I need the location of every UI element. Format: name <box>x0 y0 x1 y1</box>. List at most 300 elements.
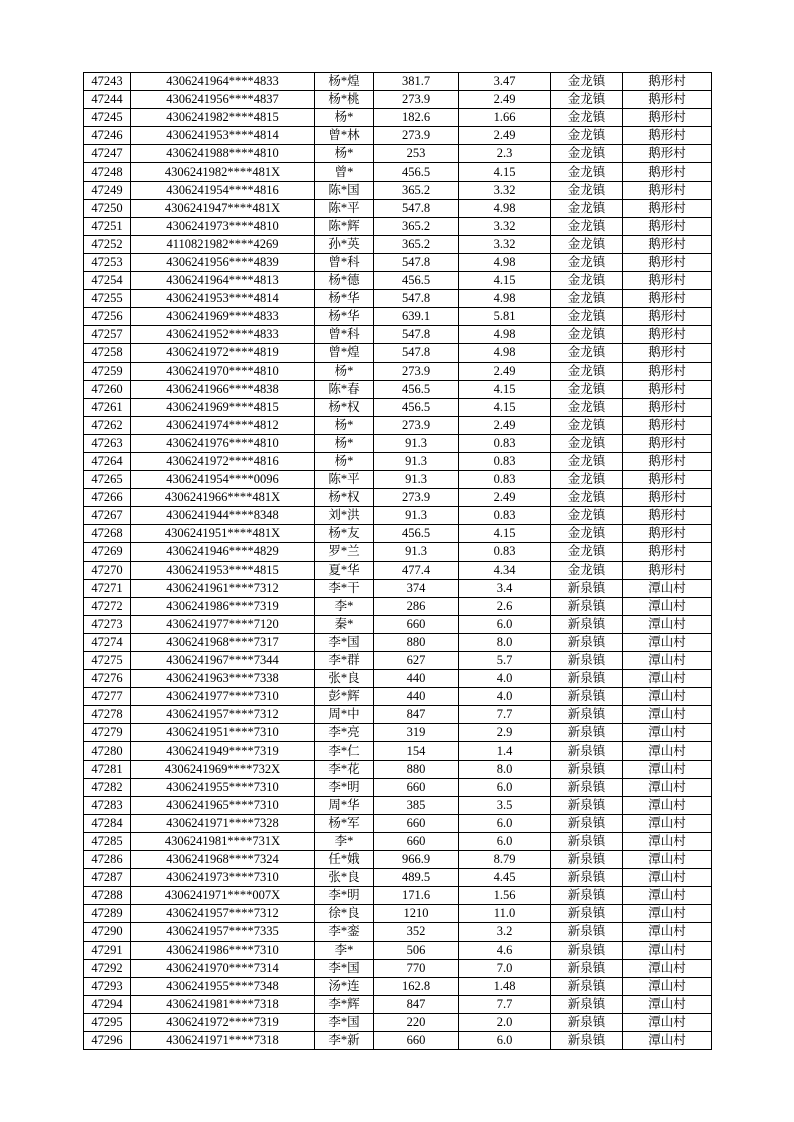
area-cell: 660 <box>374 832 459 850</box>
table-row <box>84 145 712 163</box>
area-cell: 374 <box>374 579 459 597</box>
name-cell: 杨* <box>315 145 374 163</box>
village-cell: 鹅形村 <box>623 471 712 489</box>
town-cell: 新泉镇 <box>551 887 623 905</box>
town-cell: 新泉镇 <box>551 688 623 706</box>
id-number-cell: 4306241946****4829 <box>131 543 315 561</box>
amount-cell: 3.32 <box>459 217 551 235</box>
row-number-cell: 47279 <box>84 724 131 742</box>
amount-cell: 1.48 <box>459 977 551 995</box>
name-cell: 曾*科 <box>315 326 374 344</box>
name-cell: 罗*兰 <box>315 543 374 561</box>
id-number-cell: 4306241953****4814 <box>131 127 315 145</box>
amount-cell: 4.98 <box>459 253 551 271</box>
amount-cell: 4.15 <box>459 525 551 543</box>
village-cell: 潭山村 <box>623 670 712 688</box>
name-cell: 李*明 <box>315 887 374 905</box>
table-row <box>84 127 712 145</box>
village-cell: 鹅形村 <box>623 380 712 398</box>
town-cell: 金龙镇 <box>551 91 623 109</box>
row-number-cell: 47249 <box>84 181 131 199</box>
table-row <box>84 995 712 1013</box>
id-number-cell: 4306241971****007X <box>131 887 315 905</box>
row-number-cell: 47289 <box>84 905 131 923</box>
table-row <box>84 73 712 91</box>
village-cell: 鹅形村 <box>623 398 712 416</box>
town-cell: 新泉镇 <box>551 869 623 887</box>
name-cell: 曾* <box>315 163 374 181</box>
name-cell: 李*新 <box>315 1031 374 1049</box>
name-cell: 杨* <box>315 109 374 127</box>
town-cell: 新泉镇 <box>551 814 623 832</box>
id-number-cell: 4306241957****7335 <box>131 923 315 941</box>
town-cell: 金龙镇 <box>551 235 623 253</box>
area-cell: 489.5 <box>374 869 459 887</box>
amount-cell: 0.83 <box>459 471 551 489</box>
name-cell: 周*华 <box>315 796 374 814</box>
name-cell: 李* <box>315 597 374 615</box>
row-number-cell: 47281 <box>84 760 131 778</box>
table-row <box>84 1031 712 1049</box>
name-cell: 杨*友 <box>315 525 374 543</box>
row-number-cell: 47251 <box>84 217 131 235</box>
town-cell: 金龙镇 <box>551 127 623 145</box>
town-cell: 新泉镇 <box>551 724 623 742</box>
town-cell: 新泉镇 <box>551 832 623 850</box>
village-cell: 潭山村 <box>623 1013 712 1031</box>
name-cell: 秦* <box>315 615 374 633</box>
area-cell: 660 <box>374 615 459 633</box>
id-number-cell: 4306241981****731X <box>131 832 315 850</box>
village-cell: 鹅形村 <box>623 362 712 380</box>
row-number-cell: 47278 <box>84 706 131 724</box>
id-number-cell: 4306241963****7338 <box>131 670 315 688</box>
id-number-cell: 4306241971****7328 <box>131 814 315 832</box>
village-cell: 鹅形村 <box>623 73 712 91</box>
row-number-cell: 47280 <box>84 742 131 760</box>
area-cell: 847 <box>374 995 459 1013</box>
id-number-cell: 4306241988****4810 <box>131 145 315 163</box>
amount-cell: 3.32 <box>459 181 551 199</box>
amount-cell: 2.49 <box>459 91 551 109</box>
village-cell: 潭山村 <box>623 597 712 615</box>
amount-cell: 11.0 <box>459 905 551 923</box>
area-cell: 253 <box>374 145 459 163</box>
town-cell: 新泉镇 <box>551 633 623 651</box>
area-cell: 547.8 <box>374 199 459 217</box>
town-cell: 金龙镇 <box>551 109 623 127</box>
name-cell: 孙*英 <box>315 235 374 253</box>
row-number-cell: 47292 <box>84 959 131 977</box>
name-cell: 汤*连 <box>315 977 374 995</box>
table-row <box>84 851 712 869</box>
name-cell: 曾*科 <box>315 253 374 271</box>
id-number-cell: 4306241949****7319 <box>131 742 315 760</box>
amount-cell: 3.47 <box>459 73 551 91</box>
id-number-cell: 4306241947****481X <box>131 199 315 217</box>
id-number-cell: 4306241982****4815 <box>131 109 315 127</box>
town-cell: 新泉镇 <box>551 579 623 597</box>
area-cell: 273.9 <box>374 362 459 380</box>
amount-cell: 3.5 <box>459 796 551 814</box>
id-number-cell: 4306241969****4815 <box>131 398 315 416</box>
town-cell: 金龙镇 <box>551 543 623 561</box>
village-cell: 潭山村 <box>623 796 712 814</box>
table-row <box>84 561 712 579</box>
village-cell: 鹅形村 <box>623 416 712 434</box>
row-number-cell: 47286 <box>84 851 131 869</box>
amount-cell: 6.0 <box>459 814 551 832</box>
town-cell: 金龙镇 <box>551 398 623 416</box>
area-cell: 171.6 <box>374 887 459 905</box>
table-row <box>84 471 712 489</box>
village-cell: 鹅形村 <box>623 145 712 163</box>
village-cell: 潭山村 <box>623 923 712 941</box>
id-number-cell: 4306241969****732X <box>131 760 315 778</box>
amount-cell: 7.0 <box>459 959 551 977</box>
table-row <box>84 525 712 543</box>
amount-cell: 2.49 <box>459 416 551 434</box>
id-number-cell: 4306241973****4810 <box>131 217 315 235</box>
table-row <box>84 416 712 434</box>
village-cell: 潭山村 <box>623 633 712 651</box>
table-row <box>84 380 712 398</box>
row-number-cell: 47252 <box>84 235 131 253</box>
area-cell: 286 <box>374 597 459 615</box>
id-number-cell: 4306241976****4810 <box>131 434 315 452</box>
town-cell: 新泉镇 <box>551 1031 623 1049</box>
data-table <box>83 72 712 1050</box>
village-cell: 鹅形村 <box>623 109 712 127</box>
row-number-cell: 47268 <box>84 525 131 543</box>
table-row <box>84 688 712 706</box>
id-number-cell: 4306241986****7319 <box>131 597 315 615</box>
amount-cell: 4.98 <box>459 199 551 217</box>
row-number-cell: 47282 <box>84 778 131 796</box>
table-row <box>84 923 712 941</box>
village-cell: 潭山村 <box>623 869 712 887</box>
name-cell: 陈*春 <box>315 380 374 398</box>
table-row <box>84 869 712 887</box>
table-row <box>84 235 712 253</box>
row-number-cell: 47255 <box>84 290 131 308</box>
row-number-cell: 47247 <box>84 145 131 163</box>
area-cell: 456.5 <box>374 163 459 181</box>
area-cell: 456.5 <box>374 380 459 398</box>
village-cell: 鹅形村 <box>623 199 712 217</box>
table-row <box>84 778 712 796</box>
id-number-cell: 4306241954****4816 <box>131 181 315 199</box>
area-cell: 352 <box>374 923 459 941</box>
village-cell: 鹅形村 <box>623 308 712 326</box>
amount-cell: 7.7 <box>459 995 551 1013</box>
amount-cell: 6.0 <box>459 778 551 796</box>
town-cell: 金龙镇 <box>551 73 623 91</box>
table-row <box>84 959 712 977</box>
row-number-cell: 47296 <box>84 1031 131 1049</box>
area-cell: 162.8 <box>374 977 459 995</box>
town-cell: 新泉镇 <box>551 905 623 923</box>
town-cell: 金龙镇 <box>551 416 623 434</box>
name-cell: 任*娥 <box>315 851 374 869</box>
id-number-cell: 4306241953****4815 <box>131 561 315 579</box>
village-cell: 潭山村 <box>623 652 712 670</box>
village-cell: 鹅形村 <box>623 127 712 145</box>
town-cell: 新泉镇 <box>551 923 623 941</box>
name-cell: 李*仁 <box>315 742 374 760</box>
table-row <box>84 434 712 452</box>
village-cell: 潭山村 <box>623 1031 712 1049</box>
table-row <box>84 163 712 181</box>
row-number-cell: 47295 <box>84 1013 131 1031</box>
amount-cell: 4.34 <box>459 561 551 579</box>
name-cell: 杨*权 <box>315 398 374 416</box>
row-number-cell: 47283 <box>84 796 131 814</box>
table-row <box>84 109 712 127</box>
area-cell: 273.9 <box>374 91 459 109</box>
table-row <box>84 597 712 615</box>
village-cell: 鹅形村 <box>623 163 712 181</box>
row-number-cell: 47253 <box>84 253 131 271</box>
row-number-cell: 47288 <box>84 887 131 905</box>
amount-cell: 0.83 <box>459 543 551 561</box>
amount-cell: 6.0 <box>459 832 551 850</box>
table-row <box>84 217 712 235</box>
area-cell: 1210 <box>374 905 459 923</box>
village-cell: 潭山村 <box>623 887 712 905</box>
id-number-cell: 4306241944****8348 <box>131 507 315 525</box>
amount-cell: 6.0 <box>459 1031 551 1049</box>
amount-cell: 5.7 <box>459 652 551 670</box>
name-cell: 曾*煌 <box>315 344 374 362</box>
id-number-cell: 4306241973****7310 <box>131 869 315 887</box>
row-number-cell: 47290 <box>84 923 131 941</box>
amount-cell: 3.2 <box>459 923 551 941</box>
area-cell: 547.8 <box>374 326 459 344</box>
area-cell: 547.8 <box>374 253 459 271</box>
village-cell: 鹅形村 <box>623 507 712 525</box>
town-cell: 金龙镇 <box>551 145 623 163</box>
town-cell: 金龙镇 <box>551 489 623 507</box>
name-cell: 李*国 <box>315 1013 374 1031</box>
row-number-cell: 47245 <box>84 109 131 127</box>
area-cell: 91.3 <box>374 434 459 452</box>
village-cell: 鹅形村 <box>623 253 712 271</box>
id-number-cell: 4306241955****7310 <box>131 778 315 796</box>
village-cell: 鹅形村 <box>623 326 712 344</box>
area-cell: 880 <box>374 760 459 778</box>
table-row <box>84 832 712 850</box>
id-number-cell: 4306241961****7312 <box>131 579 315 597</box>
row-number-cell: 47260 <box>84 380 131 398</box>
id-number-cell: 4306241954****0096 <box>131 471 315 489</box>
name-cell: 杨* <box>315 416 374 434</box>
amount-cell: 1.56 <box>459 887 551 905</box>
amount-cell: 8.0 <box>459 633 551 651</box>
table-row <box>84 362 712 380</box>
amount-cell: 4.98 <box>459 344 551 362</box>
id-number-cell: 4306241968****7324 <box>131 851 315 869</box>
town-cell: 新泉镇 <box>551 941 623 959</box>
id-number-cell: 4306241956****4839 <box>131 253 315 271</box>
village-cell: 鹅形村 <box>623 489 712 507</box>
area-cell: 477.4 <box>374 561 459 579</box>
table-row <box>84 796 712 814</box>
amount-cell: 2.6 <box>459 597 551 615</box>
table-row <box>84 452 712 470</box>
row-number-cell: 47287 <box>84 869 131 887</box>
table-row <box>84 905 712 923</box>
amount-cell: 4.15 <box>459 272 551 290</box>
table-row <box>84 615 712 633</box>
town-cell: 新泉镇 <box>551 1013 623 1031</box>
id-number-cell: 4110821982****4269 <box>131 235 315 253</box>
area-cell: 440 <box>374 688 459 706</box>
town-cell: 新泉镇 <box>551 995 623 1013</box>
area-cell: 381.7 <box>374 73 459 91</box>
id-number-cell: 4306241965****7310 <box>131 796 315 814</box>
area-cell: 91.3 <box>374 452 459 470</box>
name-cell: 陈*辉 <box>315 217 374 235</box>
amount-cell: 4.6 <box>459 941 551 959</box>
amount-cell: 8.0 <box>459 760 551 778</box>
table-row <box>84 199 712 217</box>
id-number-cell: 4306241951****7310 <box>131 724 315 742</box>
town-cell: 金龙镇 <box>551 525 623 543</box>
id-number-cell: 4306241956****4837 <box>131 91 315 109</box>
table-row <box>84 814 712 832</box>
name-cell: 杨* <box>315 452 374 470</box>
amount-cell: 2.49 <box>459 489 551 507</box>
amount-cell: 0.83 <box>459 507 551 525</box>
amount-cell: 4.15 <box>459 380 551 398</box>
id-number-cell: 4306241971****7318 <box>131 1031 315 1049</box>
row-number-cell: 47272 <box>84 597 131 615</box>
town-cell: 新泉镇 <box>551 615 623 633</box>
area-cell: 220 <box>374 1013 459 1031</box>
table-row <box>84 326 712 344</box>
row-number-cell: 47246 <box>84 127 131 145</box>
table-row <box>84 489 712 507</box>
id-number-cell: 4306241964****4833 <box>131 73 315 91</box>
name-cell: 周*中 <box>315 706 374 724</box>
town-cell: 金龙镇 <box>551 561 623 579</box>
town-cell: 新泉镇 <box>551 597 623 615</box>
amount-cell: 0.83 <box>459 434 551 452</box>
name-cell: 李*群 <box>315 652 374 670</box>
village-cell: 潭山村 <box>623 941 712 959</box>
amount-cell: 4.0 <box>459 670 551 688</box>
row-number-cell: 47273 <box>84 615 131 633</box>
town-cell: 金龙镇 <box>551 326 623 344</box>
table-row <box>84 290 712 308</box>
id-number-cell: 4306241972****4819 <box>131 344 315 362</box>
name-cell: 李* <box>315 832 374 850</box>
name-cell: 杨* <box>315 434 374 452</box>
id-number-cell: 4306241957****7312 <box>131 905 315 923</box>
row-number-cell: 47271 <box>84 579 131 597</box>
amount-cell: 3.32 <box>459 235 551 253</box>
area-cell: 660 <box>374 814 459 832</box>
amount-cell: 0.83 <box>459 452 551 470</box>
name-cell: 陈*国 <box>315 181 374 199</box>
amount-cell: 2.49 <box>459 362 551 380</box>
row-number-cell: 47257 <box>84 326 131 344</box>
area-cell: 547.8 <box>374 290 459 308</box>
row-number-cell: 47269 <box>84 543 131 561</box>
town-cell: 金龙镇 <box>551 272 623 290</box>
id-number-cell: 4306241955****7348 <box>131 977 315 995</box>
area-cell: 365.2 <box>374 235 459 253</box>
name-cell: 刘*洪 <box>315 507 374 525</box>
village-cell: 鹅形村 <box>623 181 712 199</box>
id-number-cell: 4306241986****7310 <box>131 941 315 959</box>
village-cell: 潭山村 <box>623 742 712 760</box>
area-cell: 660 <box>374 1031 459 1049</box>
amount-cell: 4.0 <box>459 688 551 706</box>
area-cell: 660 <box>374 778 459 796</box>
name-cell: 李*銮 <box>315 923 374 941</box>
area-cell: 456.5 <box>374 525 459 543</box>
area-cell: 365.2 <box>374 181 459 199</box>
village-cell: 潭山村 <box>623 977 712 995</box>
area-cell: 273.9 <box>374 127 459 145</box>
area-cell: 880 <box>374 633 459 651</box>
name-cell: 陈*平 <box>315 199 374 217</box>
table-row <box>84 941 712 959</box>
amount-cell: 2.3 <box>459 145 551 163</box>
name-cell: 杨*华 <box>315 308 374 326</box>
name-cell: 彭*辉 <box>315 688 374 706</box>
village-cell: 鹅形村 <box>623 91 712 109</box>
area-cell: 91.3 <box>374 543 459 561</box>
id-number-cell: 4306241968****7317 <box>131 633 315 651</box>
name-cell: 李*国 <box>315 633 374 651</box>
amount-cell: 2.9 <box>459 724 551 742</box>
id-number-cell: 4306241981****7318 <box>131 995 315 1013</box>
table-row <box>84 887 712 905</box>
town-cell: 金龙镇 <box>551 362 623 380</box>
row-number-cell: 47263 <box>84 434 131 452</box>
table-row <box>84 633 712 651</box>
area-cell: 319 <box>374 724 459 742</box>
row-number-cell: 47293 <box>84 977 131 995</box>
name-cell: 李*明 <box>315 778 374 796</box>
row-number-cell: 47266 <box>84 489 131 507</box>
name-cell: 李*干 <box>315 579 374 597</box>
town-cell: 新泉镇 <box>551 778 623 796</box>
village-cell: 鹅形村 <box>623 217 712 235</box>
name-cell: 杨*军 <box>315 814 374 832</box>
row-number-cell: 47275 <box>84 652 131 670</box>
table-row <box>84 398 712 416</box>
row-number-cell: 47276 <box>84 670 131 688</box>
town-cell: 新泉镇 <box>551 652 623 670</box>
town-cell: 金龙镇 <box>551 434 623 452</box>
village-cell: 鹅形村 <box>623 434 712 452</box>
village-cell: 潭山村 <box>623 724 712 742</box>
village-cell: 鹅形村 <box>623 235 712 253</box>
town-cell: 新泉镇 <box>551 742 623 760</box>
row-number-cell: 47270 <box>84 561 131 579</box>
town-cell: 金龙镇 <box>551 344 623 362</box>
row-number-cell: 47267 <box>84 507 131 525</box>
town-cell: 新泉镇 <box>551 760 623 778</box>
row-number-cell: 47277 <box>84 688 131 706</box>
area-cell: 456.5 <box>374 398 459 416</box>
amount-cell: 1.4 <box>459 742 551 760</box>
id-number-cell: 4306241970****4810 <box>131 362 315 380</box>
